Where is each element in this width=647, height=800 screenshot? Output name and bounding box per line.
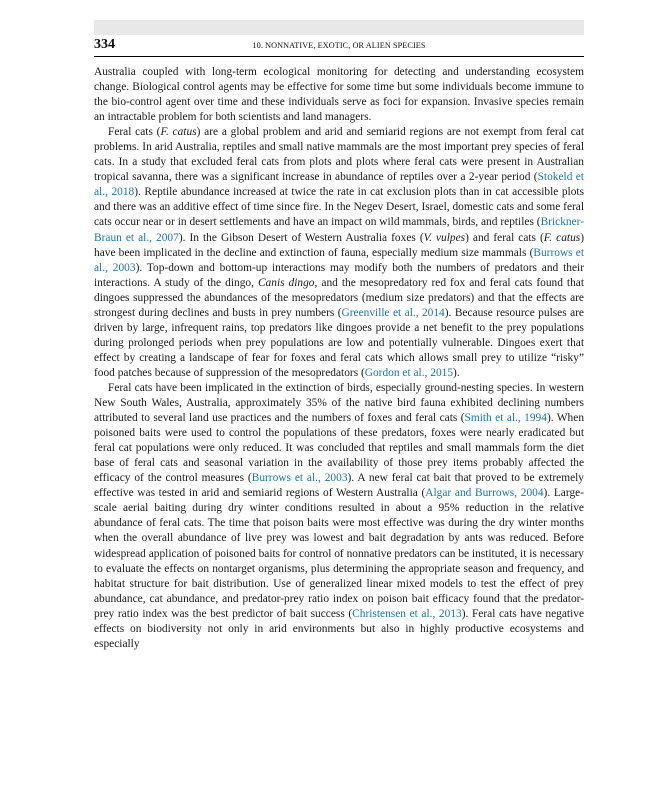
page-header xyxy=(94,36,584,57)
body-text xyxy=(94,65,584,652)
paragraph-text: ) and feral cats ( xyxy=(465,231,544,244)
citation-link[interactable]: Christensen et al., 2013 xyxy=(352,607,462,620)
paragraph-text: ). A new feral cat bait that proved to be extremely effective was tested in arid and semiarid regions of Western Australia ( xyxy=(94,472,584,500)
paragraph-text: ). Feral cats have negative effects on biodiversity not only in arid environments but also in highly productive ecosystems and especially xyxy=(94,607,585,650)
citation-link[interactable]: Burrows et al., 2003 xyxy=(251,472,348,485)
paragraph-text: ) have been implicated in the decline and extinction of fauna, especially medium size mammals ( xyxy=(94,231,584,259)
citation-link[interactable]: Algar and Burrows, 2004 xyxy=(425,487,544,500)
running-head: 10. NONNATIVE, EXOTIC, OR ALIEN SPECIES xyxy=(252,41,426,50)
italic-species-name: Canis dingo xyxy=(257,276,315,289)
paragraph-text: ). Top-down and bottom-up interactions may modify both the numbers of predators and their interactions. A study of the dingo, xyxy=(94,261,584,289)
paragraph-text: Australia coupled with long-term ecological monitoring for detecting and understanding ecosystem change. Biological control agents may be effective for some time but some individuals become immune to the bio-control agent over time and these individuals serve as foci for expansion. Invasive species remain an intractable problem for both scientists and land managers. xyxy=(94,66,584,124)
italic-species-name: F. catus xyxy=(543,231,581,244)
citation-link[interactable]: Brickner-Braun et al., 2007 xyxy=(94,216,584,244)
paragraph-text: ) are a global problem and arid and semiarid regions are not exempt from feral cat problems. In arid Australia, reptiles and small native mammals are the most important prey species of feral cats. In a study that excluded feral cats from plots and plots where feral cats were present in Australian tropical savanna, there was a significant increase in abundance of reptiles over a 2-year period ( xyxy=(94,126,584,184)
paragraph-text: Feral cats have been implicated in the extinction of birds, especially ground-nesting species. In western New South Wales, Australia, approximately 35% of the native bird fauna exhibited declining numbers attributed to several land use practices and the numbers of foxes and feral cats ( xyxy=(94,381,584,425)
citation-link[interactable]: Stokeld et al., 2018 xyxy=(94,171,584,199)
paragraph-text: Feral cats ( xyxy=(108,126,161,139)
paragraph-text: ). Because resource pulses are driven by large, infrequent rains, top predators like dingoes provide a net benefit to the prey populations during prolonged periods when prey populations are low and potentially vulnerable. Dingoes exert that effect by creating a landscape of fear for foxes and feral cats which allows small prey to utilize “risky” food patches because of suppression of the mesopredators ( xyxy=(94,306,584,379)
italic-species-name: F. catus xyxy=(160,126,197,139)
paragraph-text: ). xyxy=(453,366,460,379)
top-header-band xyxy=(94,20,584,35)
paragraph xyxy=(94,65,584,125)
paragraph xyxy=(94,125,584,381)
paragraph-text: , and the mesopredatory red fox and feral cats found that dingoes suppressed the abundances of the mesopredators (medium size predators) and that the effects are strongest during declines and busts in prey numbers ( xyxy=(94,276,584,319)
paragraph-text: ). Reptile abundance increased at twice the rate in cat exclusion plots than in cat accessible plots and there was an additive effect of time since fire. In the Negev Desert, Israel, domestic cats and some feral cats occur near or in desert settlements and have an impact on wild mammals, birds, and reptiles ( xyxy=(94,186,585,229)
page-number: 334 xyxy=(94,37,115,52)
italic-species-name: V. vulpes xyxy=(423,231,466,244)
paragraph-text: ). In the Gibson Desert of Western Australia foxes ( xyxy=(178,231,424,244)
citation-link[interactable]: Burrows et al., 2003 xyxy=(94,246,584,274)
citation-link[interactable]: Greenville et al., 2014 xyxy=(341,306,445,319)
citation-link[interactable]: Gordon et al., 2015 xyxy=(364,366,454,379)
paragraph-text: ). Large-scale aerial baiting during dry winter conditions resulted in about a 95% reduction in the relative abundance of feral cats. The time that poison baits were most effective was during the dry winter months when the overall abundance of live prey was lowest and bait degradation by ants was reduced. Before widespread application of poisoned baits for control of nonnative predators can be instituted, it is necessary to evaluate the effects on nontarget organisms, plus determining the appropriate season and frequency, and habitat structure for bait distribution. Use of generalized linear mixed models to test the effect of prey abundance, cat abundance, and predator-prey ratio index on poison bait efficacy found that the predator-prey ratio index was the best predictor of bait success ( xyxy=(94,487,584,620)
paragraph-text: ). When poisoned baits were used to control the populations of these predators, foxes were nearly eradicated but feral cat populations were only reduced. It was concluded that reptiles and small mammals form the diet base of feral cats and seasonal variation in the availability of those prey items probably affected the efficacy of the control measures ( xyxy=(94,412,585,485)
paragraph xyxy=(94,381,584,652)
citation-link[interactable]: Smith et al., 1994 xyxy=(464,412,547,425)
